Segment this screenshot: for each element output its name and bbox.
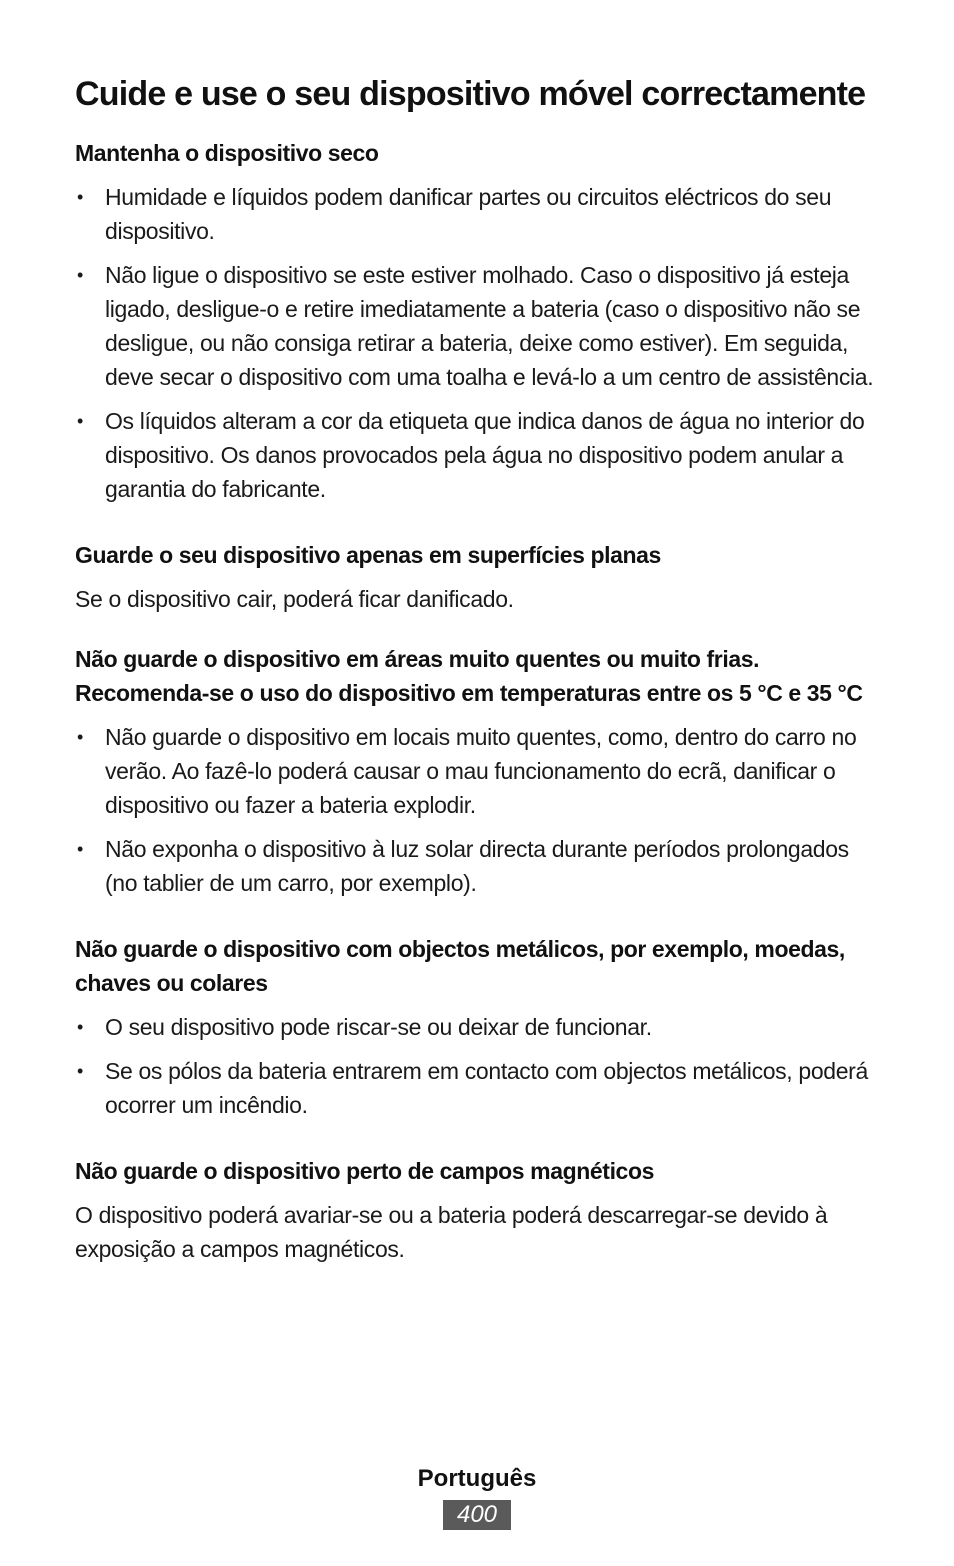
- list-item: [75, 404, 875, 506]
- bullet-list-metal-objects: [75, 1010, 875, 1122]
- list-item-text: Não ligue o dispositivo se este estiver molhado. Caso o dispositivo já esteja ligado, desligue-o e retire imediatamente a bateria (caso o dispositivo não se desligue, ou não consiga retirar a bateria, deixe como estiver). Em seguida, deve secar o dispositivo com uma toalha e levá-lo a um centro de assistência.: [105, 262, 874, 390]
- section-text-flat-surfaces: Se o dispositivo cair, poderá ficar danificado.: [75, 586, 514, 612]
- section-heading-magnetic-fields: Não guarde o dispositivo perto de campos magnéticos: [75, 1158, 654, 1184]
- bullet-icon: •: [77, 187, 83, 207]
- list-item: [75, 720, 875, 822]
- list-item-text: Os líquidos alteram a cor da etiqueta que indica danos de água no interior do dispositivo. Os danos provocados pela água no dispositivo podem anular a garantia do fabricante.: [105, 408, 865, 502]
- section-heading-keep-dry: Mantenha o dispositivo seco: [75, 140, 379, 166]
- bullet-icon: •: [77, 411, 83, 431]
- bullet-icon: •: [77, 265, 83, 285]
- bullet-list-temperature: [75, 720, 875, 900]
- section-heading-flat-surfaces: Guarde o seu dispositivo apenas em superfícies planas: [75, 542, 661, 568]
- list-item: [75, 1054, 875, 1122]
- list-item: [75, 832, 875, 900]
- bullet-list-keep-dry: [75, 180, 875, 506]
- document-page: [75, 72, 875, 1266]
- bullet-icon: •: [77, 1017, 83, 1037]
- list-item: [75, 258, 875, 394]
- bullet-icon: •: [77, 1061, 83, 1081]
- section-heading-temperature: Não guarde o dispositivo em áreas muito quentes ou muito frias. Recomenda-se o uso do dispositivo em temperaturas entre os 5 °C e 35 °C: [75, 646, 863, 706]
- section-text-magnetic-fields: O dispositivo poderá avariar-se ou a bateria poderá descarregar-se devido à exposição a campos magnéticos.: [75, 1202, 828, 1262]
- page-title: Cuide e use o seu dispositivo móvel correctamente: [75, 75, 866, 113]
- list-item-text: Não guarde o dispositivo em locais muito quentes, como, dentro do carro no verão. Ao fazê-lo poderá causar o mau funcionamento do ecrã, danificar o dispositivo ou fazer a bateria explodir.: [105, 724, 857, 818]
- list-item-text: O seu dispositivo pode riscar-se ou deixar de funcionar.: [105, 1014, 652, 1040]
- bullet-icon: •: [77, 839, 83, 859]
- footer-language: Português: [417, 1465, 537, 1492]
- section-heading-metal-objects: Não guarde o dispositivo com objectos metálicos, por exemplo, moedas, chaves ou colares: [75, 936, 845, 996]
- list-item-text: Humidade e líquidos podem danificar partes ou circuitos eléctricos do seu dispositivo.: [105, 184, 832, 244]
- list-item: [75, 180, 875, 248]
- list-item-text: Não exponha o dispositivo à luz solar directa durante períodos prolongados (no tablier de um carro, por exemplo).: [105, 836, 849, 896]
- bullet-icon: •: [77, 727, 83, 747]
- page-number-badge: 400: [443, 1500, 511, 1530]
- page-footer: [0, 1462, 954, 1530]
- list-item: [75, 1010, 875, 1044]
- list-item-text: Se os pólos da bateria entrarem em contacto com objectos metálicos, poderá ocorrer um incêndio.: [105, 1058, 868, 1118]
